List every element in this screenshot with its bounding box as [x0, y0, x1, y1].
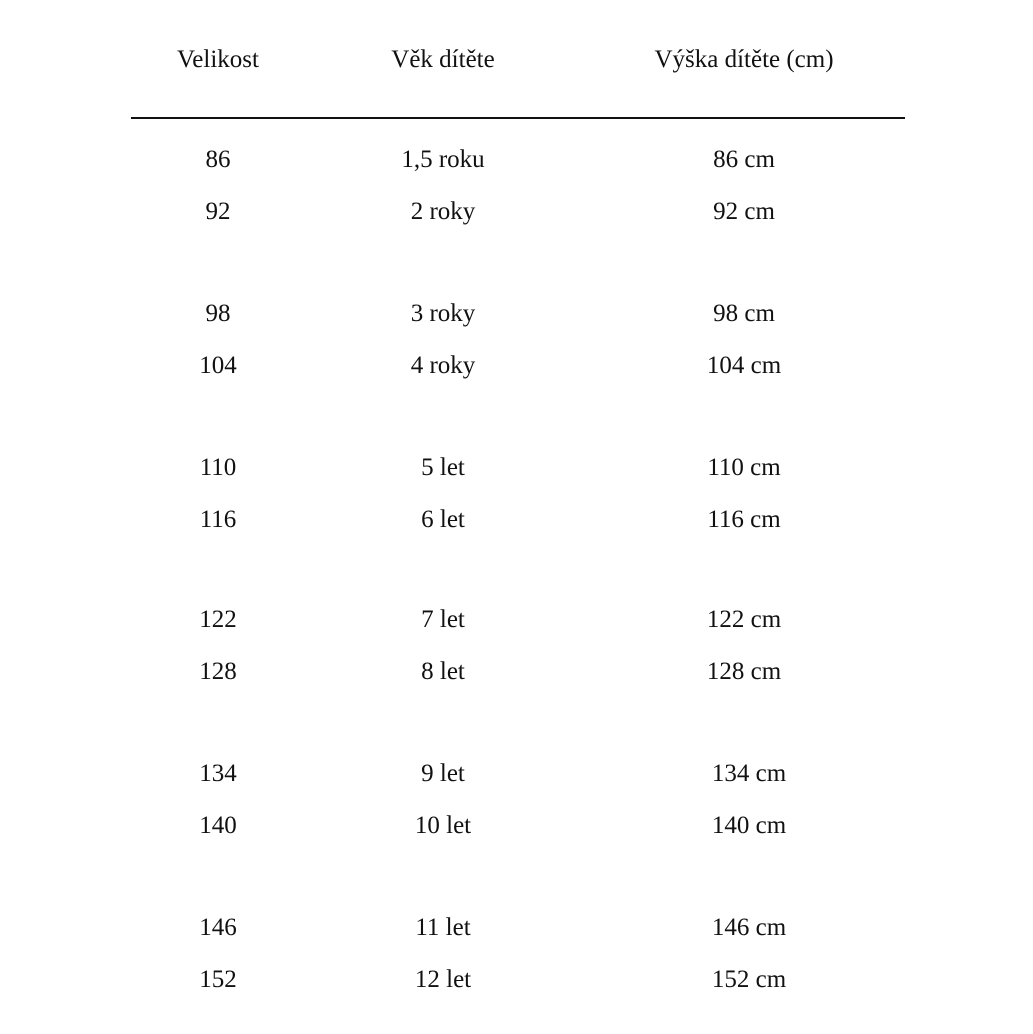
cell-age: 8 let — [421, 658, 465, 685]
cell-size: 116 — [199, 506, 237, 533]
header-height: Výška dítěte (cm) — [654, 46, 834, 73]
cell-size: 128 — [199, 658, 237, 685]
cell-age: 4 roky — [410, 352, 476, 379]
cell-age: 1,5 roku — [401, 146, 485, 173]
cell-age: 11 let — [415, 914, 471, 941]
cell-height: 146 cm — [711, 914, 787, 941]
cell-size: 122 — [199, 606, 237, 633]
cell-height: 104 cm — [706, 352, 782, 379]
cell-height: 152 cm — [711, 966, 787, 993]
cell-height: 86 cm — [713, 146, 775, 173]
cell-size: 86 — [205, 146, 231, 173]
cell-height: 92 cm — [713, 198, 775, 225]
header-size: Velikost — [177, 46, 259, 73]
cell-size: 140 — [199, 812, 237, 839]
cell-age: 10 let — [414, 812, 472, 839]
cell-size: 152 — [199, 966, 237, 993]
cell-size: 110 — [199, 454, 237, 481]
cell-height: 122 cm — [706, 606, 782, 633]
cell-age: 6 let — [421, 506, 465, 533]
cell-size: 134 — [199, 760, 237, 787]
cell-height: 116 cm — [707, 506, 781, 533]
header-divider — [131, 117, 905, 119]
cell-age: 9 let — [421, 760, 465, 787]
cell-height: 98 cm — [713, 300, 775, 327]
cell-size: 104 — [199, 352, 237, 379]
cell-age: 7 let — [421, 606, 465, 633]
cell-height: 128 cm — [706, 658, 782, 685]
cell-height: 110 cm — [707, 454, 781, 481]
cell-age: 5 let — [421, 454, 465, 481]
cell-age: 3 roky — [410, 300, 476, 327]
cell-size: 98 — [205, 300, 231, 327]
cell-size: 92 — [205, 198, 231, 225]
cell-size: 146 — [199, 914, 237, 941]
cell-age: 12 let — [414, 966, 472, 993]
cell-height: 140 cm — [711, 812, 787, 839]
header-age: Věk dítěte — [391, 46, 495, 73]
cell-height: 134 cm — [711, 760, 787, 787]
cell-age: 2 roky — [410, 198, 476, 225]
